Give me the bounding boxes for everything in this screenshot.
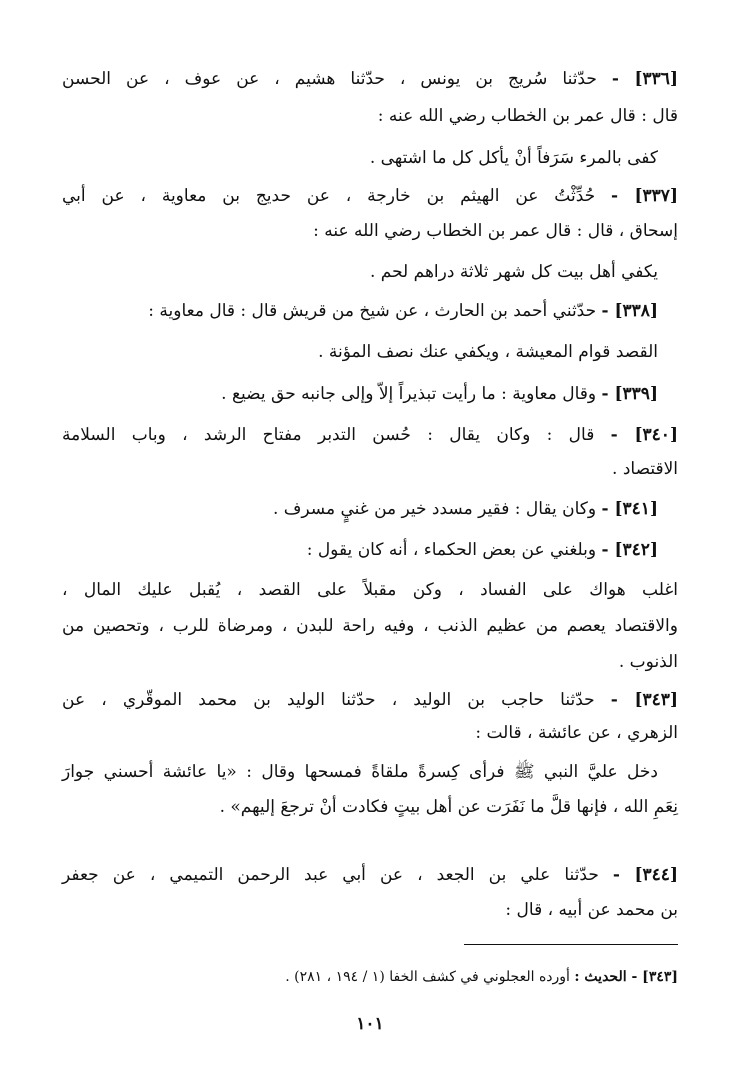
footnote-text: أورده العجلوني في كشف الخفا (١ / ١٩٤ ، ٢٨١) . [285,969,570,985]
entry-337-line-1 [62,183,678,209]
entry-336-quote: كفى بالمرء سَرَفاً أنْ يأكل كل ما اشتهى . [369,148,658,168]
entry-344-line-2: بن محمد عن أبيه ، قال : [505,900,678,920]
entry-text: وبلغني عن بعض الحكماء ، أنه كان يقول : [306,540,597,560]
entry-342-line-2: اغلب هواك على الفساد ، وكن مقبلاً على القصد ، يُقبل عليك المال ، [62,580,678,600]
entry-text: قال : وكان يقال : حُسن التدبر مفتاح الرشد ، وباب السلامة [62,425,595,445]
footnote-label: [٣٤٣] - الحديث : [574,969,678,985]
footnote [62,966,678,988]
entry-text: حدّثنا علي بن الجعد ، عن أبي عبد الرحمن التميمي ، عن جعفر [62,865,599,885]
entry-343-line-1 [62,687,678,713]
entry-340-line-2: الاقتصاد . [612,459,678,479]
entry-number: [٣٣٩] - [601,384,658,404]
entry-number: [٣٣٧] - [611,186,678,206]
entry-342-line-1 [62,537,658,563]
entry-number: [٣٤٢] - [601,540,658,560]
entry-340-line-1 [62,422,678,448]
entry-338-quote: القصد قوام المعيشة ، ويكفي عنك نصف المؤنة . [318,342,658,362]
entry-339-line-1 [62,381,658,407]
entry-text: حدّثنا حاجب بن الوليد ، حدّثنا الوليد بن محمد الموقّري ، عن [62,690,595,710]
entry-343-line-2: الزهري ، عن عائشة ، قالت : [475,723,678,743]
entry-344-line-1 [62,862,678,888]
entry-341-line-1 [62,496,658,522]
entry-text: حدّثنا سُريج بن يونس ، حدّثنا هشيم ، عن عوف ، عن الحسن [62,69,597,89]
footnote-divider [464,944,678,945]
entry-342-line-4: الذنوب . [618,652,678,672]
entry-336-line-1 [62,66,678,92]
entry-text: حُدِّثْتُ عن الهيثم بن خارجة ، عن حديج بن معاوية ، عن أبي [62,186,596,206]
entry-number: [٣٤١] - [601,499,658,519]
entry-337-quote: يكفي أهل بيت كل شهر ثلاثة دراهم لحم . [369,262,658,282]
entry-text: وكان يقال : فقير مسدد خير من غنيٍ مسرف . [272,499,597,519]
entry-number: [٣٣٦] - [611,69,678,89]
entry-336-line-2: قال : قال عمر بن الخطاب رضي الله عنه : [377,106,678,126]
entry-number: [٣٤٤] - [612,865,678,885]
entry-number: [٣٤٠] - [610,425,678,445]
entry-number: [٣٣٨] - [601,301,658,321]
entry-338-line-1 [62,298,658,324]
page-number: ١٠١ [356,1014,384,1034]
entry-343-hadith-line-1: دخل عليَّ النبي ﷺ فرأى كِسرةً ملقاةً فمسحها وقال : «يا عائشة أحسني جوارَ [62,762,658,782]
entry-number: [٣٤٣] - [610,690,678,710]
entry-text: حدّثني أحمد بن الحارث ، عن شيخ من قريش قال : قال معاوية : [148,301,597,321]
entry-343-hadith-line-2: نِعَمِ الله ، فإنها قلَّ ما نَفَرَت عن أهل بيتٍ فكادت أنْ ترجعَ إليهم» . [219,797,678,817]
entry-337-line-2: إسحاق ، قال : قال عمر بن الخطاب رضي الله عنه : [313,221,678,241]
entry-342-line-3: والاقتصاد يعصم من عظيم الذنب ، وفيه راحة للبدن ، ومرضاة للرب ، وتحصين من [62,616,678,636]
entry-text: وقال معاوية : ما رأيت تبذيراً إلاّ وإلى جانبه حق يضيع . [221,384,597,404]
